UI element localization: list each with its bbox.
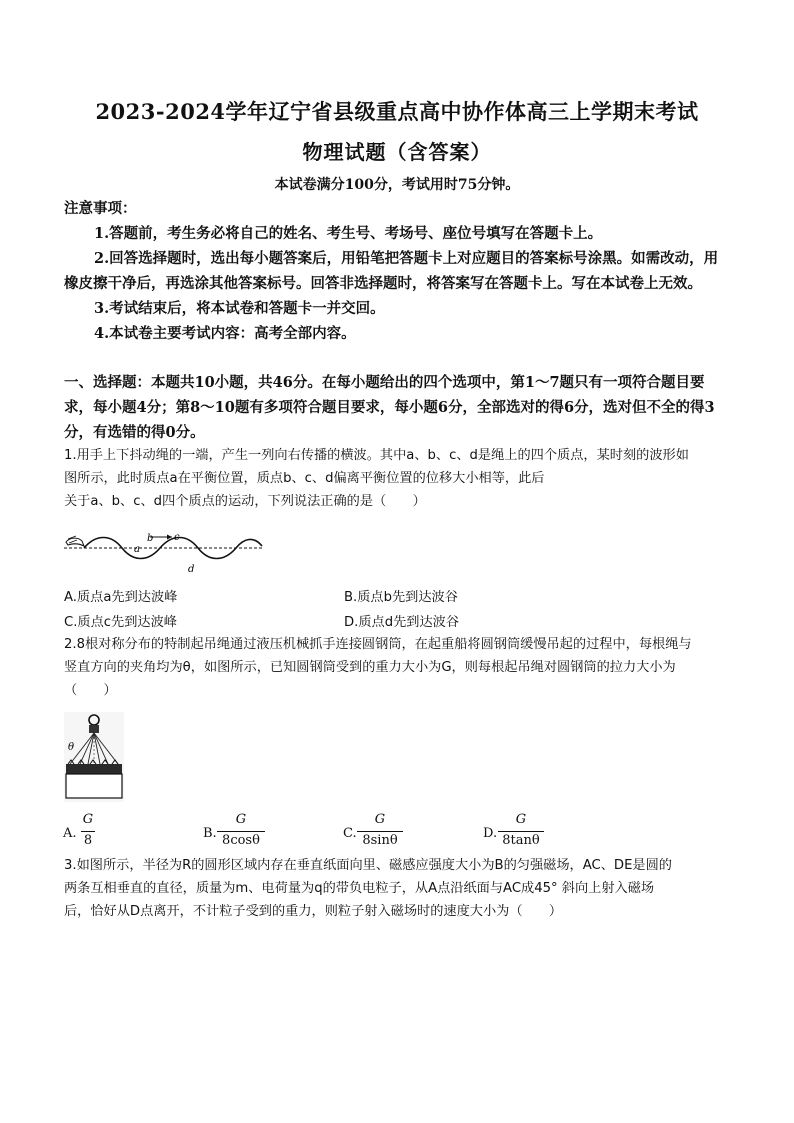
note-item-4: 4.本试卷主要考试内容：高考全部内容。 (94, 325, 356, 342)
question-1-stem (64, 444, 734, 513)
q2-option-c-denominator: 8sinθ (362, 833, 398, 848)
note-item-2: 2.回答选择题时，选出每小题答案后，用铅笔把答题卡上对应题目的答案标号涂黑。如需改动，用橡皮擦干净后，再选涂其他答案标号。回答非选择题时，将答案写在答题卡上。写在本试卷上无效。 (64, 250, 719, 292)
note-item-1: 1.答题前，考生务必将自己的姓名、考生号、考场号、座位号填写在答题卡上。 (94, 225, 603, 242)
q2-option-a-denominator: 8 (83, 833, 93, 848)
q1-line-3: 关于a、b、c、d四个质点的运动，下列说法正确的是（ ） (64, 494, 426, 509)
q2-line-3: （ ） (64, 683, 117, 698)
wave-figure (64, 528, 269, 576)
q2-option-c-numerator: G (374, 812, 386, 827)
hand-icon (66, 536, 84, 546)
q1-option-a[interactable]: A.质点a先到达波峰 (64, 590, 178, 605)
q2-option-d-label: D. (483, 826, 498, 841)
q2-option-b[interactable] (203, 812, 273, 852)
q3-line-2: 两条互相垂直的直径，质量为m、电荷量为q的带负电粒子，从A点沿纸面与AC成45° 斜向上射入磁场 (64, 881, 655, 896)
q2-line-2: 竖直方向的夹角均为θ，如图所示，已知圆钢筒受到的重力大小为G，则每根起吊绳对圆钢筒的拉力大小为 (64, 660, 676, 675)
notes-block (64, 196, 730, 346)
notes-heading: 注意事项： (64, 200, 137, 217)
q2-line-1: 2.8根对称分布的特制起吊绳通过液压机械抓手连接圆钢筒，在起重船将圆钢筒缓慢吊起的过程中，每根绳与 (64, 637, 692, 652)
q1-line-1: 1.用手上下抖动绳的一端，产生一列向右传播的横波。其中a、b、c、d是绳上的四个质点，某时刻的波形如 (64, 448, 689, 463)
q2-option-b-fraction-bar (217, 831, 265, 832)
theta-label: θ (68, 742, 75, 753)
q2-option-c[interactable] (343, 812, 413, 852)
exam-info: 本试卷满分100分，考试用时75分钟。 (274, 177, 520, 193)
q2-option-b-label: B. (203, 826, 217, 841)
q2-option-d-fraction-bar (498, 831, 544, 832)
q2-option-d[interactable] (483, 812, 553, 852)
q2-option-c-label: C. (343, 826, 357, 841)
q2-option-a-numerator: G (82, 812, 94, 827)
q2-option-d-numerator: G (515, 812, 527, 827)
q2-option-a[interactable] (63, 812, 103, 852)
q1-line-2: 图所示，此时质点a在平衡位置，质点b、c、d偏离平衡位置的位移大小相等，此后 (64, 471, 545, 486)
q2-option-a-label: A. (63, 826, 77, 841)
question-2-stem (64, 633, 734, 702)
point-a-label: a (134, 544, 140, 555)
q2-option-b-denominator: 8cosθ (222, 833, 260, 848)
q3-line-3: 后，恰好从D点离开，不计粒子受到的重力，则粒子射入磁场时的速度大小为（ ） (64, 904, 563, 919)
question-3-stem (64, 854, 734, 923)
q2-option-b-numerator: G (235, 812, 247, 827)
q1-option-c[interactable]: C.质点c先到达波峰 (64, 615, 177, 630)
section-1-instructions: 一、选择题：本题共10小题，共46分。在每小题给出的四个选项中，第1～7题只有一项符合题目要求，每小题4分；第8～10题有多项符合题目要求，每小题6分，全部选对的得6分，选对但不全的得3分，有选错的得0分。 (64, 374, 715, 441)
q2-option-c-fraction-bar (357, 831, 403, 832)
crane-figure (64, 712, 124, 802)
point-b-label: b (147, 533, 154, 544)
q2-option-a-fraction-bar (81, 831, 95, 832)
note-item-3: 3.考试结束后，将本试卷和答题卡一并交回。 (94, 300, 385, 317)
point-d-label: d (188, 564, 195, 575)
exam-title: 2023-2024学年辽宁省县级重点高中协作体高三上学期末考试 (95, 99, 699, 124)
point-c-label: c (174, 532, 180, 543)
exam-subject-title: 物理试题（含答案） (302, 140, 492, 164)
q1-option-d[interactable]: D.质点d先到达波谷 (344, 615, 460, 630)
q3-line-1: 3.如图所示，半径为R的圆形区域内存在垂直纸面向里、磁感应强度大小为B的匀强磁场，AC、DE是圆的 (64, 858, 672, 873)
q1-option-b[interactable]: B.质点b先到达波谷 (344, 590, 458, 605)
q2-option-d-denominator: 8tanθ (502, 833, 540, 848)
